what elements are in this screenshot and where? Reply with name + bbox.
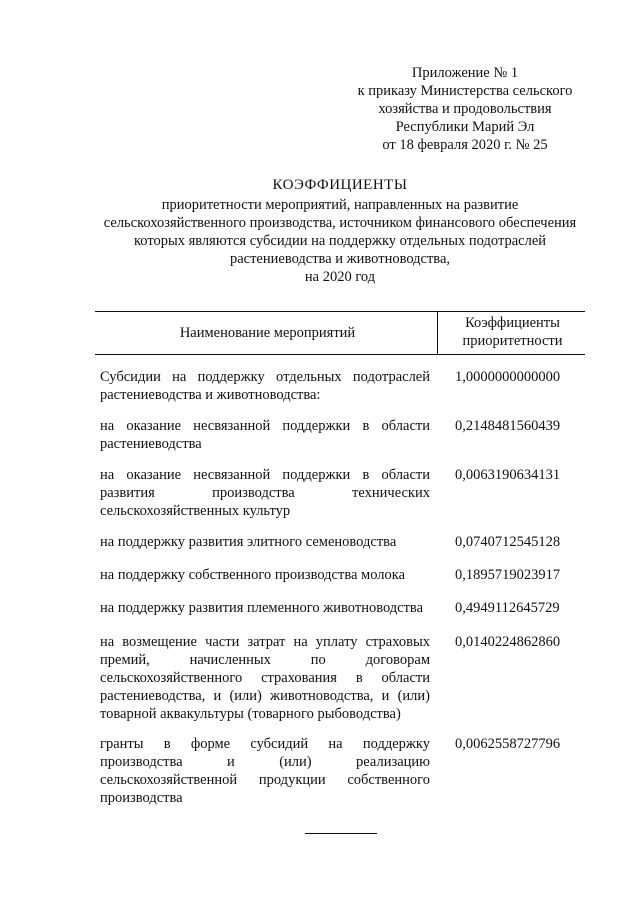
row-name: на возмещение части затрат на уплату страховых премий, начисленных по договорам сельскохозяйственного страхования в области растениеводства, и (или) животноводства, и (или) товарной аквакультуры (товарного рыбоводства): [100, 634, 430, 722]
header-coefficient-line: приоритетности: [462, 333, 563, 349]
header-divider: [437, 311, 438, 354]
subtitle-line: приоритетности мероприятий, направленных на развитие: [161, 197, 519, 213]
document-title: КОЭФФИЦИЕНТЫ: [272, 177, 408, 193]
row-coefficient: 0,1895719023917: [455, 567, 561, 583]
row-name: гранты в форме субсидий на поддержку производства и (или) реализацию сельскохозяйственной продукции собственного производства: [100, 736, 430, 806]
row-coefficient: 0,0740712545128: [455, 534, 561, 550]
row-coefficient: 0,0062558727796: [455, 736, 561, 752]
table-header-border: [95, 354, 585, 355]
row-name: на оказание несвязанной поддержки в области развития производства технических сельскохозяйственных культур: [100, 467, 430, 519]
row-name: на поддержку развития элитного семеноводства: [100, 534, 397, 550]
document-heading: [60, 176, 620, 286]
header-name-column: Наименование мероприятий: [179, 324, 356, 341]
appendix-line: Республики Марий Эл: [395, 119, 535, 135]
row-coefficient: 0,4949112645729: [455, 600, 560, 616]
row-name: Субсидии на поддержку отдельных подотраслей растениеводства и животноводства:: [100, 369, 430, 403]
appendix-line: к приказу Министерства сельского: [357, 83, 573, 99]
table-header: [95, 311, 585, 354]
footer-separator-line: [305, 833, 377, 834]
header-coefficient-column: [440, 314, 585, 350]
row-coefficient: 1,0000000000000: [455, 369, 561, 385]
document-subtitle: [60, 196, 620, 286]
subtitle-line: на 2020 год: [304, 269, 376, 285]
subtitle-line: которых являются субсидии на поддержку отдельных подотраслей: [133, 233, 547, 249]
appendix-line: от 18 февраля 2020 г. № 25: [382, 137, 548, 153]
row-name: на оказание несвязанной поддержки в области растениеводства: [100, 418, 430, 452]
subtitle-line: сельскохозяйственного производства, источником финансового обеспечения: [103, 215, 577, 231]
header-coefficient-line: Коэффициенты: [465, 315, 560, 331]
appendix-note: [330, 64, 600, 154]
row-coefficient: 0,2148481560439: [455, 418, 561, 434]
row-coefficient: 0,0140224862860: [455, 634, 561, 650]
appendix-line: хозяйства и продовольствия: [378, 101, 552, 117]
row-name: на поддержку развития племенного животноводства: [100, 600, 424, 616]
subtitle-line: растениеводства и животноводства,: [229, 251, 451, 267]
row-name: на поддержку собственного производства молока: [100, 567, 406, 583]
appendix-line: Приложение № 1: [411, 65, 519, 81]
row-coefficient: 0,0063190634131: [455, 467, 561, 483]
